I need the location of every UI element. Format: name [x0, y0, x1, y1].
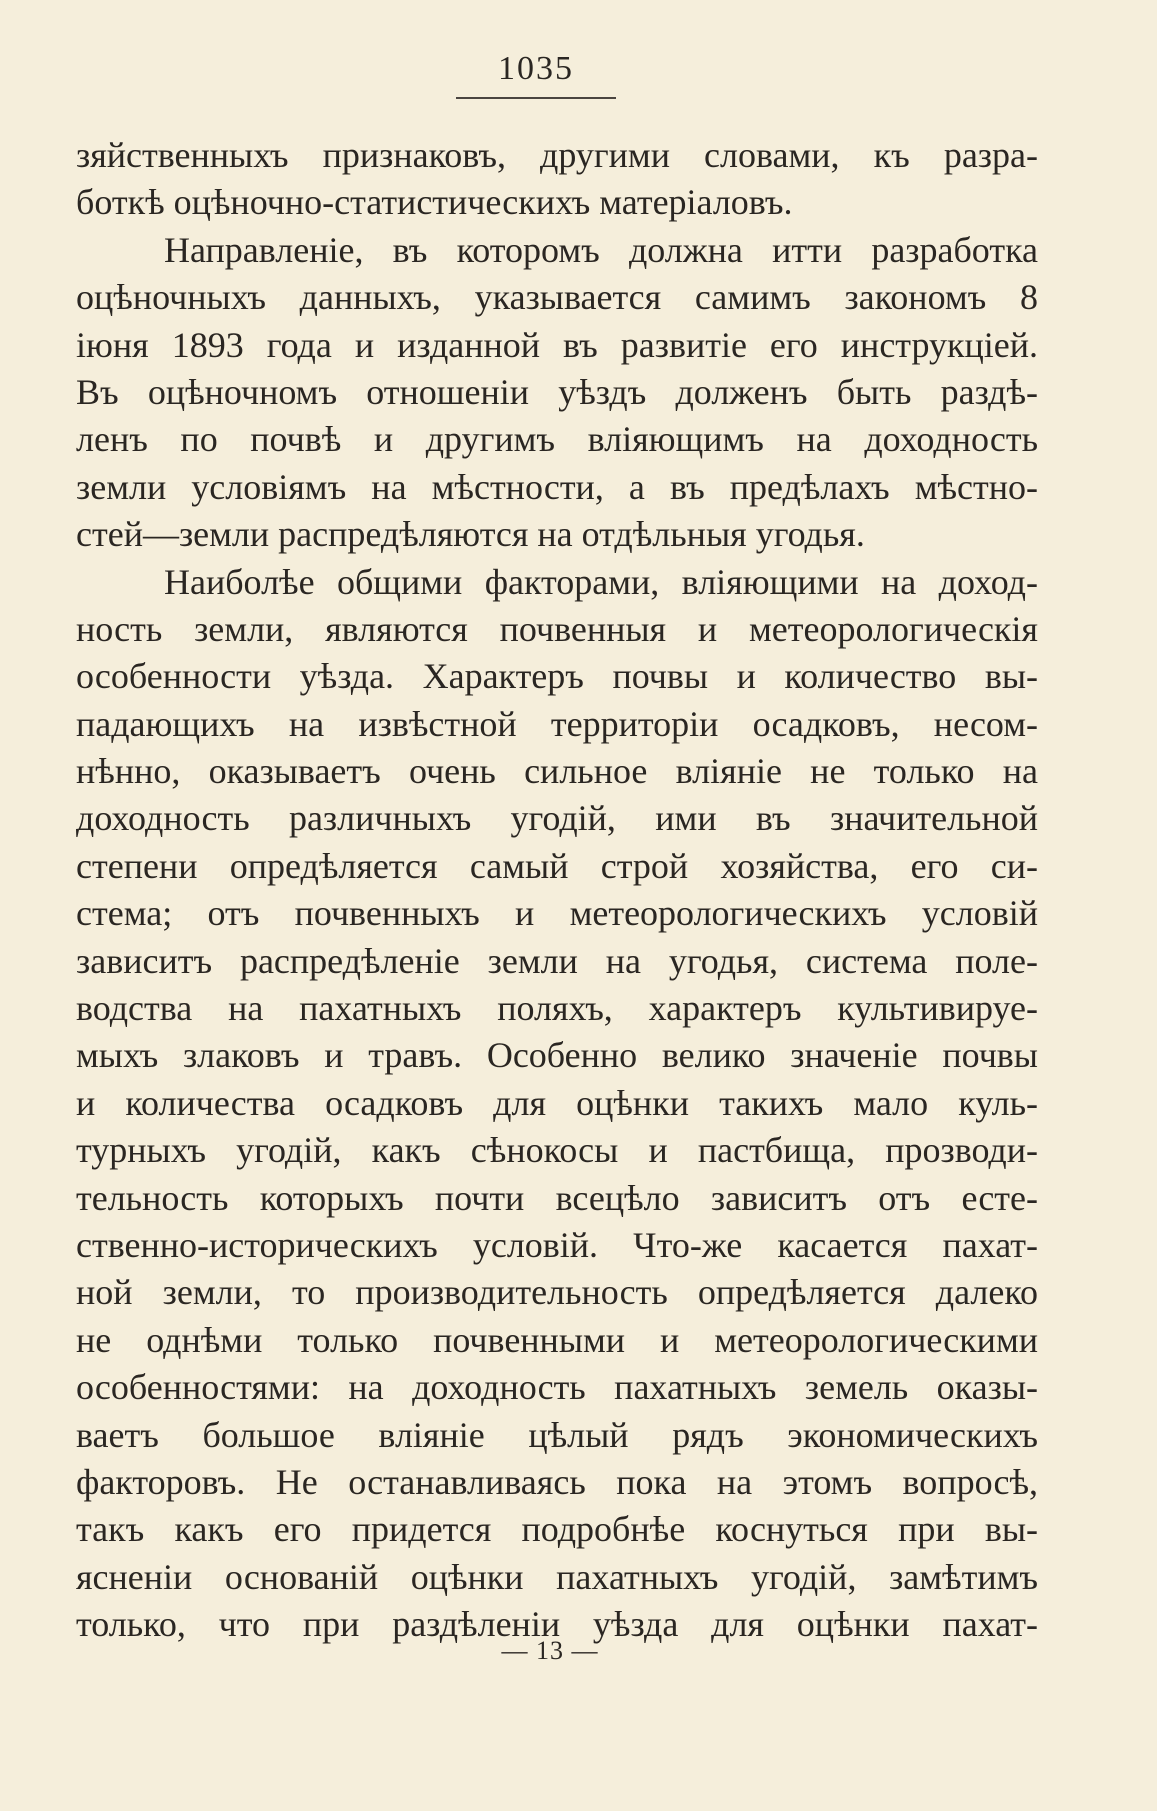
text-line: ваетъ большое вліяніе цѣлый рядъ экономическихъ [76, 1414, 1038, 1455]
text-line: факторовъ. Не останавливаясь пока на этомъ вопросѣ, [76, 1461, 1038, 1502]
text-line: доходность различныхъ угодій, ими въ значительной [76, 798, 1038, 839]
text-line: и количества осадковъ для оцѣнки такихъ мало куль- [76, 1082, 1038, 1123]
text-line: зависитъ распредѣленіе земли на угодья, система поле- [76, 940, 1038, 981]
text-line: ясненіи основаній оцѣнки пахатныхъ угодій, замѣтимъ [76, 1556, 1038, 1597]
text-line: Въ оцѣночномъ отношеніи уѣздъ долженъ быть раздѣ- [76, 371, 1038, 412]
text-line: особенности уѣзда. Характеръ почвы и количество вы- [76, 656, 1038, 697]
text-line: ственно-историческихъ условій. Что-же касается пахат- [76, 1224, 1038, 1265]
text-line: степени опредѣляется самый строй хозяйства, его си- [76, 845, 1038, 886]
page-number: 1035 [498, 50, 574, 87]
text-line: стей—земли распредѣляются на отдѣльныя угодья. [76, 514, 865, 555]
text-line: турныхъ угодій, какъ сѣнокосы и пастбища, прозводи- [76, 1130, 1038, 1171]
text-line: падающихъ на извѣстной территоріи осадковъ, несом- [76, 703, 1038, 744]
text-line: не однѣми только почвенными и метеорологическими [76, 1319, 1038, 1360]
text-line: зяйственныхъ признаковъ, другими словами, къ разра- [76, 135, 1038, 175]
text-line: такъ какъ его придется подробнѣе коснуться при вы- [76, 1509, 1038, 1550]
text-line: водства на пахатныхъ поляхъ, характеръ культивируе- [76, 988, 1038, 1029]
text-line: ной земли, то производительность опредѣляется далеко [76, 1272, 1038, 1313]
text-line: Наиболѣе общими факторами, вліяющими на доход- [164, 561, 1038, 602]
text-line: только, что при раздѣленіи уѣзда для оцѣнки пахат- [76, 1604, 1038, 1645]
text-line: ность земли, являются почвенныя и метеорологическія [76, 608, 1038, 649]
text-line: особенностями: на доходность пахатныхъ земель оказы- [76, 1367, 1038, 1408]
header-rule [456, 97, 616, 99]
text-line: мыхъ злаковъ и травъ. Особенно велико значеніе почвы [76, 1035, 1038, 1076]
text-line: стема; отъ почвенныхъ и метеорологическихъ условій [76, 893, 1038, 934]
text-line: боткѣ оцѣночно-статистическихъ матеріаловъ. [76, 182, 793, 223]
text-line: тельность которыхъ почти всецѣло зависитъ отъ есте- [76, 1177, 1038, 1218]
text-line: Направленіе, въ которомъ должна итти разработка [164, 229, 1038, 270]
text-line: земли условіямъ на мѣстности, а въ предѣлахъ мѣстно- [76, 466, 1038, 507]
footer-page-number: — 13 — [501, 1636, 599, 1665]
text-line: ленъ по почвѣ и другимъ вліяющимъ на доходность [76, 419, 1038, 460]
text-line: нѣнно, оказываетъ очень сильное вліяніе не только на [76, 751, 1038, 792]
body-text [76, 132, 1038, 1649]
text-line: оцѣночныхъ данныхъ, указывается самимъ закономъ 8 [76, 277, 1038, 318]
text-line: іюня 1893 года и изданной въ развитіе его инструкціей. [76, 324, 1038, 365]
